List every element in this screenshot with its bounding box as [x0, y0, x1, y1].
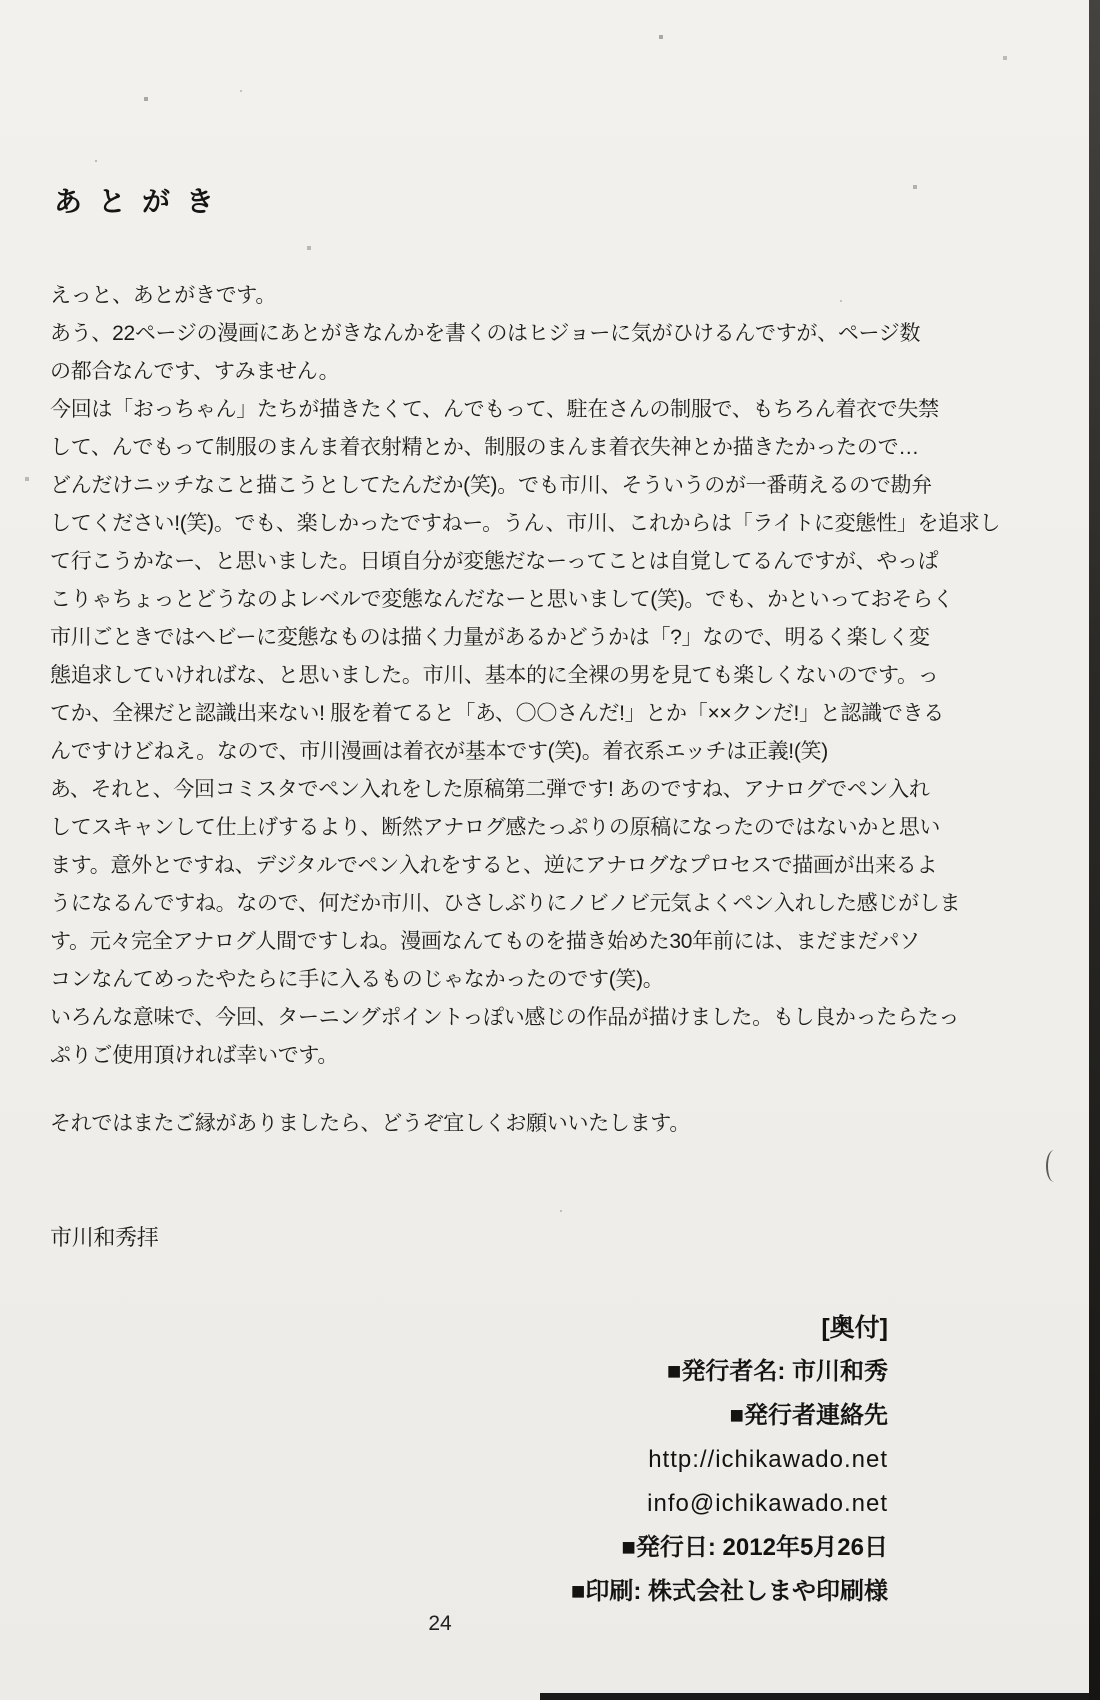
body-line: して、んでもって制服のまんま着衣射精とか、制服のまんま着衣失神とか描きたかったので… — [50, 436, 919, 459]
body-line: 態追求していければな、と思いました。市川、基本的に全裸の男を見ても楽しくないのです。っ — [50, 664, 939, 687]
colophon-publisher-name: ■発行者名: 市川和秀 — [666, 1358, 888, 1385]
scan-artifact-mark — [1046, 1150, 1062, 1182]
colophon-publish-date: ■発行日: 2012年5月26日 — [621, 1534, 888, 1561]
colophon-header: [奥付] — [821, 1314, 888, 1342]
body-line: えっと、あとがきです。 — [50, 284, 277, 307]
scan-edge-bottom — [540, 1693, 1100, 1700]
author-signature: 市川和秀拝 — [50, 1225, 159, 1250]
body-line: す。元々完全アナログ人間ですしね。漫画なんてものを描き始めた30年前には、まだまだパソ — [50, 930, 920, 953]
colophon-contact-label: ■発行者連絡先 — [729, 1402, 888, 1429]
body-line: あう、22ページの漫画にあとがきなんかを書くのはヒジョーに気がひけるんですが、ページ数 — [50, 322, 921, 345]
colophon-email: info@ichikawado.net — [647, 1490, 888, 1517]
body-line: ます。意外とですね、デジタルでペン入れをすると、逆にアナログなプロセスで描画が出来るよ — [50, 854, 938, 877]
colophon — [571, 1306, 888, 1614]
body-line: コンなんてめったやたらに手に入るものじゃなかったのです(笑)。 — [50, 968, 664, 991]
body-line: いろんな意味で、今回、ターニングポイントっぽい感じの作品が描けました。もし良かったらたっ — [50, 1006, 960, 1029]
body-line: こりゃちょっとどうなのよレベルで変態なんだなーと思いまして(笑)。でも、かといっておそらく — [50, 588, 954, 611]
page-number: 24 — [428, 1612, 452, 1635]
body-line: て行こうかなー、と思いました。日頃自分が変態だなーってことは自覚してるんですが、やっぱ — [50, 550, 939, 573]
body-line: んですけどねえ。なので、市川漫画は着衣が基本です(笑)。着衣系エッチは正義!(笑) — [50, 740, 828, 763]
body-line: あ、それと、今回コミスタでペン入れをした原稿第二弾です! あのですね、アナログでペン入れ — [50, 778, 930, 801]
body-line: ぷりご使用頂ければ幸いです。 — [50, 1044, 339, 1067]
body-line: てか、全裸だと認識出来ない! 服を着てると「あ、〇〇さんだ!」とか「××クンだ!」と認識できる — [50, 702, 944, 725]
body-line: 今回は「おっちゃん」たちが描きたくて、んでもって、駐在さんの制服で、もちろん着衣で失禁 — [50, 398, 939, 421]
colophon-website-url: http://ichikawado.net — [648, 1446, 888, 1473]
scan-edge-right — [1089, 0, 1100, 1700]
body-line: うになるんですね。なので、何だか市川、ひさしぶりにノビノビ元気よくペン入れした感じがしま — [50, 892, 961, 915]
closing-line: それではまたご縁がありましたら、どうぞ宜しくお願いいたします。 — [50, 1112, 691, 1135]
colophon-printer: ■印刷: 株式会社しまや印刷様 — [570, 1578, 888, 1605]
body-line: してスキャンして仕上げするより、断然アナログ感たっぷりの原稿になったのではないかと思い — [50, 816, 941, 839]
page-title: あとがき — [54, 186, 231, 217]
body-line: の都合なんです、すみません。 — [50, 360, 340, 383]
body-line: 市川ごときではヘビーに変態なものは描く力量があるかどうかは「?」なので、明るく楽しく変 — [50, 626, 930, 649]
afterword-body — [50, 277, 1001, 1257]
body-line: してください!(笑)。でも、楽しかったですねー。うん、市川、これからは「ライトに変態性」を追求し — [50, 512, 1001, 535]
scan-speckles — [0, 0, 2, 2]
body-line: どんだけニッチなこと描こうとしてたんだか(笑)。でも市川、そういうのが一番萌えるので勘弁 — [50, 474, 932, 497]
